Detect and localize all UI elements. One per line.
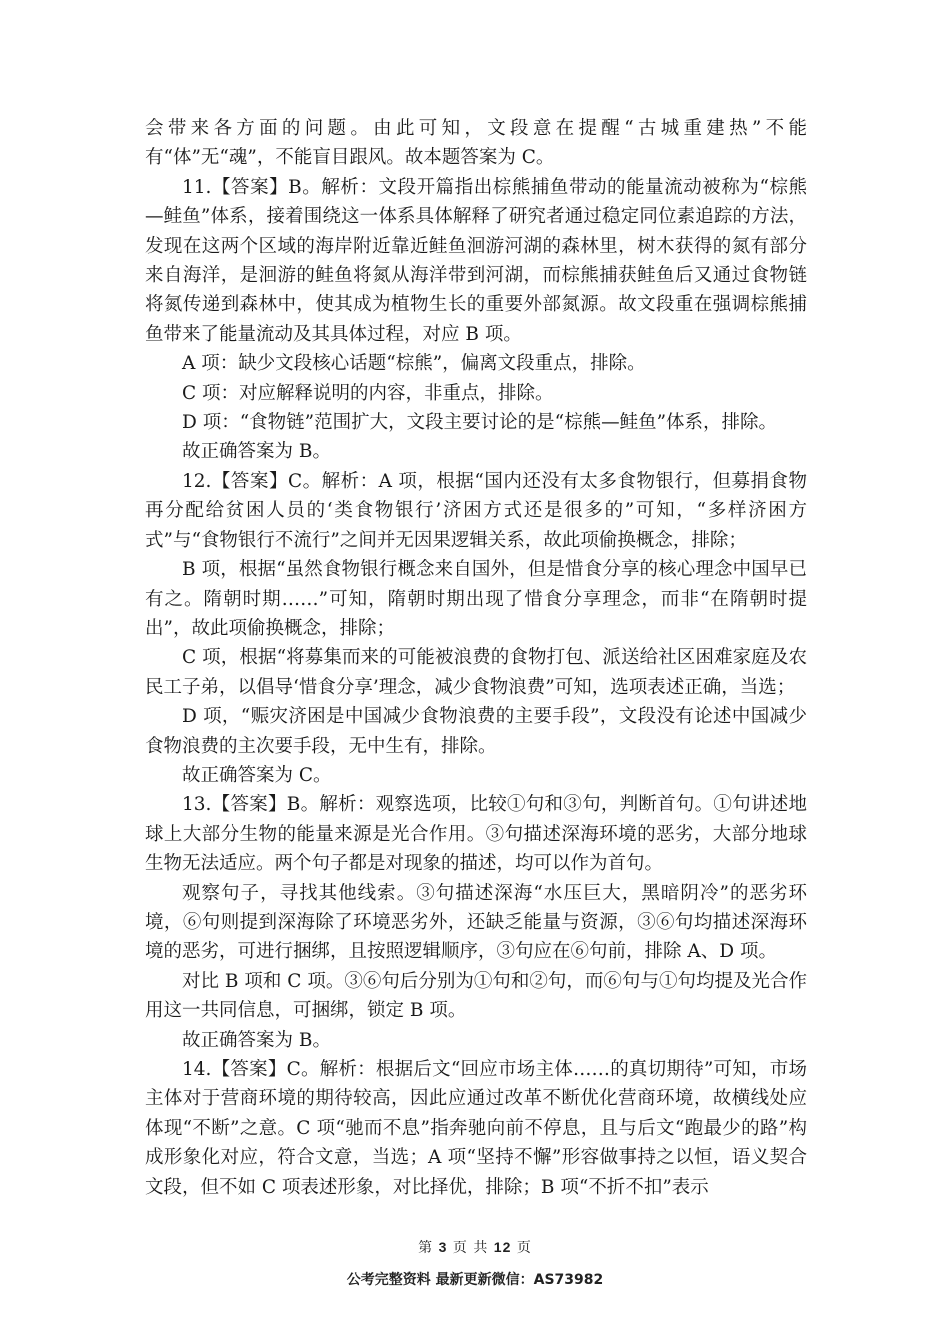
paragraph-q13: 13.【答案】B。解析：观察选项，比较①句和③句，判断首句。①句讲述地球上大部分生物的能量来源是光合作用。③句描述深海环境的恶劣，大部分地球生物无法适应。两个句子都是对现象的描述，均可以作为首句。	[145, 794, 807, 875]
page-number: 3	[438, 1239, 448, 1255]
paragraph-q14: 14.【答案】C。解析：根据后文“回应市场主体……的真切期待”可知，市场主体对于营商环境的期待较高，因此应通过改革不断优化营商环境，故横线处应体现“不断”之意。C 项“驰而不息”指奔驰向前不停息，且与后文“跑最少的路”构成形象化对应，符合文意，当选；A 项“坚持不懈”形容做事持之以恒，语义契合文段，但不如 C 项表述形象，对比择优，排除；B 项“不折不扣”表示	[145, 1059, 807, 1198]
paragraph-q12: 12.【答案】C。解析：A 项，根据“国内还没有太多食物银行，但募捐食物再分配给贫困人员的‘类食物银行’济困方式还是很多的”可知，“多样济困方式”与“食物银行不流行”之间并无因果逻辑关系，故此项偷换概念，排除；	[145, 470, 807, 551]
paragraph-q11-option-a: A 项：缺少文段核心话题“棕熊”，偏离文段重点，排除。	[182, 353, 646, 375]
answer-explanations	[145, 114, 807, 1202]
paragraph-q13-conclusion: 故正确答案为 B。	[182, 1029, 331, 1051]
total-pages: 12	[493, 1239, 512, 1255]
paragraph-q13-clues: 观察句子，寻找其他线索。③句描述深海“水压巨大，黑暗阴冷”的恶劣环境，⑥句则提到深海除了环境恶劣外，还缺乏能量与资源，③⑥句均描述深海环境的恶劣，可进行捆绑，且按照逻辑顺序，③句应在⑥句前，排除 A、D 项。	[145, 882, 807, 963]
paragraph-q12-option-b: B 项，根据“虽然食物银行概念来自国外，但是惜食分享的核心理念中国早已有之。隋朝时期……”可知，隋朝时期出现了惜食分享理念，而非“在隋朝时提出”，故此项偷换概念，排除；	[145, 559, 807, 639]
paragraph-q13-compare: 对比 B 项和 C 项。③⑥句后分别为①句和②句，而⑥句与①句均提及光合作用这一共同信息，可捆绑，锁定 B 项。	[145, 970, 807, 1022]
paragraph-q11: 11.【答案】B。解析：文段开篇指出棕熊捕鱼带动的能量流动被称为“棕熊—鲑鱼”体系，接着围绕这一体系具体解释了研究者通过稳定同位素追踪的方法，发现在这两个区域的海岸附近靠近鲑鱼洄游河湖的森林里，树木获得的氮有部分来自海洋，是洄游的鲑鱼将氮从海洋带到河湖，而棕熊捕获鲑鱼后又通过食物链将氮传递到森林中，使其成为植物生长的重要外部氮源。故文段重在强调棕熊捕鱼带来了能量流动及其具体过程，对应 B 项。	[145, 176, 807, 345]
paragraph-q12-conclusion: 故正确答案为 C。	[182, 764, 332, 786]
paragraph-q11-conclusion: 故正确答案为 B。	[182, 441, 331, 463]
page-suffix: 页	[516, 1240, 532, 1256]
page-number-footer	[0, 1237, 950, 1257]
paragraph-q12-option-c: C 项，根据“将募集而来的可能被浪费的食物打包、派送给社区困难家庭及农民工子弟，以倡导‘惜食分享’理念，减少食物浪费”可知，选项表述正确，当选；	[145, 647, 807, 698]
page-prefix: 第	[418, 1240, 434, 1256]
paragraph-q11-option-d: D 项：“食物链”范围扩大，文段主要讨论的是“棕熊—鲑鱼”体系，排除。	[182, 412, 778, 434]
paragraph-q12-option-d: D 项，“赈灾济困是中国减少食物浪费的主要手段”，文段没有论述中国减少食物浪费的主次要手段，无中生有，排除。	[145, 706, 807, 757]
contact-notice: 公考完整资料 最新更新微信：AS73982	[346, 1272, 604, 1288]
page-middle: 页 共	[452, 1240, 489, 1256]
paragraph-q11-option-c: C 项：对应解释说明的内容，非重点，排除。	[182, 382, 554, 404]
paragraph-1: 会带来各方面的问题。由此可知，文段意在提醒“古城重建热”不能有“体”无“魂”，不能盲目跟风。故本题答案为 C。	[145, 118, 807, 169]
